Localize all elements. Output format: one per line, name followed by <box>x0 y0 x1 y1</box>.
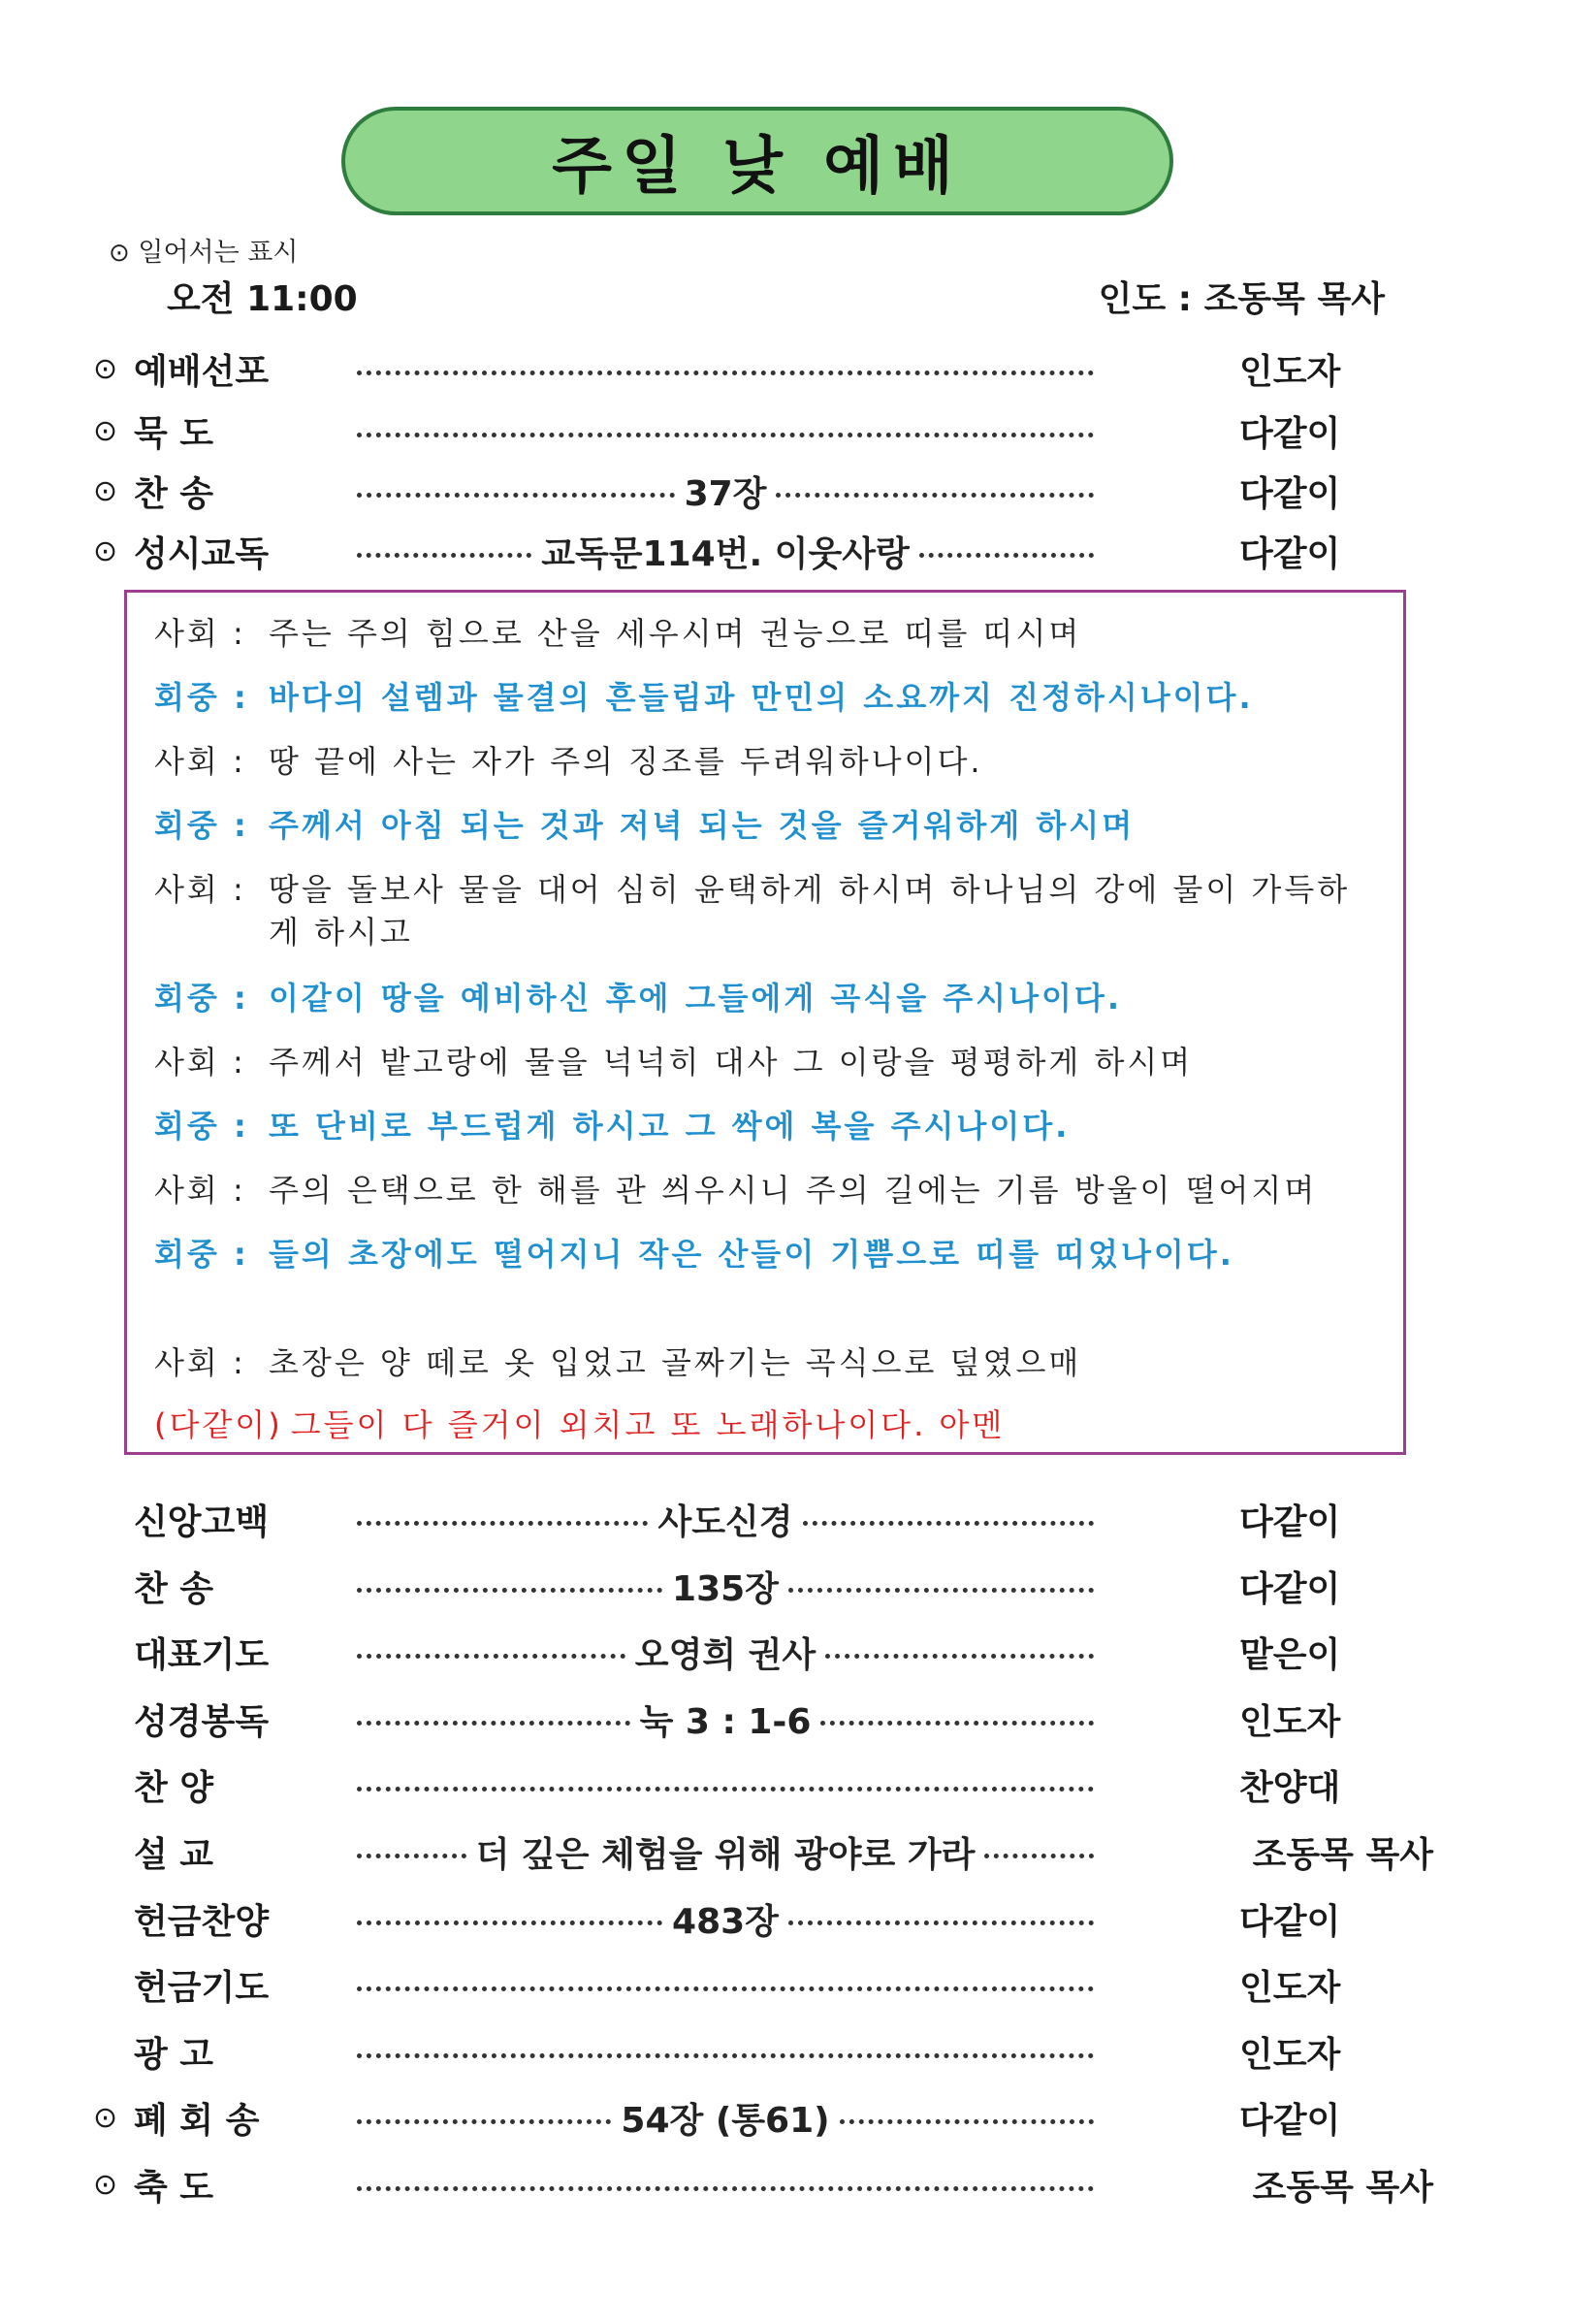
order-item-person: 다같이 <box>1239 1901 1341 1942</box>
leader-dots <box>357 1707 630 1730</box>
order-item-detail-text: 교독문114번. 이웃사랑 <box>541 533 910 574</box>
order-item-name: 성시교독 <box>134 533 270 574</box>
order-item-name: 성경봉독 <box>134 1701 270 1742</box>
leader-dots <box>788 1907 1094 1930</box>
reading-text: 주께서 밭고랑에 물을 넉넉히 대사 그 이랑을 평평하게 하시며 <box>269 1044 1194 1081</box>
reading-line <box>154 1169 1376 1211</box>
order-item-person: 인도자 <box>1239 1701 1341 1742</box>
reading-line <box>154 1233 1376 1275</box>
order-item-name: 대표기도 <box>134 1634 270 1675</box>
leader-dots <box>776 479 1094 502</box>
reading-line <box>154 1105 1376 1147</box>
order-item-detail <box>357 419 1094 442</box>
reading-speaker: 사회 : <box>154 1344 246 1381</box>
responsive-reading-box <box>124 590 1406 1455</box>
reading-line <box>154 740 1376 783</box>
order-item-person: 맡은이 <box>1239 1634 1341 1675</box>
order-item-person: 인도자 <box>1239 351 1341 392</box>
reading-speaker: 사회 : <box>154 871 246 908</box>
order-item-detail <box>357 1894 1094 1944</box>
order-item-detail-text: 54장 (통61) <box>621 2100 830 2141</box>
standing-mark-icon: ⊙ <box>109 239 130 268</box>
leader-dots <box>357 419 1094 442</box>
order-item-name: 예배선포 <box>134 351 270 392</box>
order-row <box>93 1490 1433 1548</box>
legend-text: 일어서는 표시 <box>138 238 299 268</box>
order-row <box>93 2088 1433 2146</box>
leader-dots <box>357 2040 1094 2063</box>
reading-text: 땅을 돌보사 물을 대어 심히 윤택하게 하시며 하나님의 강에 물이 가득하게 하시고 <box>269 871 1351 951</box>
order-item-detail-text: 483장 <box>672 1901 779 1942</box>
reading-text: 바다의 설렘과 물결의 흔들림과 만민의 소요까지 진정하시나이다. <box>269 679 1254 716</box>
order-row <box>93 1823 1433 1881</box>
order-item-detail-text: 더 깊은 체험을 위해 광야로 가라 <box>475 1834 976 1875</box>
order-item-name: 찬 양 <box>134 1767 214 1808</box>
reading-line <box>154 612 1376 655</box>
order-item-name: 찬 송 <box>134 473 214 514</box>
order-item-person: 다같이 <box>1239 413 1341 454</box>
leader-dots <box>357 1973 1094 1996</box>
order-row <box>93 1756 1433 1814</box>
leader-dots <box>357 2173 1094 2196</box>
order-item-person: 조동목 목사 <box>1252 2167 1433 2208</box>
reading-speaker: (다같이) <box>154 1406 283 1443</box>
reading-text: 그들이 다 즐거이 외치고 또 노래하나이다. 아멘 <box>290 1406 1006 1443</box>
order-item-name: 신앙고백 <box>134 1501 270 1542</box>
standing-legend <box>109 231 298 269</box>
order-item-detail <box>357 1495 1094 1544</box>
reading-speaker: 회중 : <box>154 1236 249 1273</box>
reading-line <box>154 977 1376 1019</box>
reading-line <box>154 1404 1376 1446</box>
reading-line <box>154 1341 1376 1384</box>
reading-text: 또 단비로 부드럽게 하시고 그 싹에 복을 주시나이다. <box>269 1108 1071 1145</box>
reading-speaker: 회중 : <box>154 679 249 716</box>
leader-dots <box>357 2106 611 2129</box>
order-row <box>93 462 1433 520</box>
order-item-detail <box>357 1827 1094 1877</box>
service-leader: 인도 : 조동목 목사 <box>1098 279 1385 319</box>
order-item-person: 인도자 <box>1239 1967 1341 2008</box>
order-item-name: 축 도 <box>134 2167 214 2208</box>
reading-line <box>154 804 1376 847</box>
order-row <box>93 1623 1433 1681</box>
order-item-name: 광 고 <box>134 2034 214 2075</box>
order-row <box>93 2022 1433 2081</box>
order-item-person: 다같이 <box>1239 1501 1341 1542</box>
leader-dots <box>984 1840 1094 1863</box>
leader-dots <box>840 2106 1094 2129</box>
order-item-detail-text: 사도신경 <box>657 1501 793 1542</box>
order-item-person: 다같이 <box>1239 533 1341 574</box>
standing-mark-icon: ⊙ <box>93 351 118 386</box>
order-item-name: 폐 회 송 <box>134 2100 260 2141</box>
order-row <box>93 2155 1433 2213</box>
reading-speaker: 회중 : <box>154 980 249 1017</box>
page-title: 주일 낮 예배 <box>552 131 963 203</box>
leader-dots <box>803 1507 1094 1531</box>
leader-dots <box>357 1507 648 1531</box>
order-item-person: 다같이 <box>1239 473 1341 514</box>
order-row <box>93 1889 1433 1948</box>
order-item-detail <box>357 2093 1094 2143</box>
reading-text: 주께서 아침 되는 것과 저녁 되는 것을 즐거워하게 하시며 <box>269 807 1136 844</box>
leader-dots <box>357 479 675 502</box>
order-item-detail <box>357 357 1094 380</box>
order-item-person: 조동목 목사 <box>1252 1834 1433 1875</box>
service-time: 오전 11:00 <box>167 279 358 319</box>
leader-dots <box>919 539 1094 563</box>
order-item-name: 헌금기도 <box>134 1967 270 2008</box>
order-item-detail <box>357 1628 1094 1677</box>
leader-dots <box>825 1640 1094 1663</box>
reading-speaker: 사회 : <box>154 615 246 652</box>
order-item-detail <box>357 2040 1094 2063</box>
reading-line <box>154 868 1376 953</box>
leader-dots <box>357 1907 662 1930</box>
reading-text: 주의 은택으로 한 해를 관 씌우시니 주의 길에는 기름 방울이 떨어지며 <box>269 1172 1318 1209</box>
reading-line <box>154 1041 1376 1083</box>
order-row <box>93 1557 1433 1615</box>
reading-text: 주는 주의 힘으로 산을 세우시며 권능으로 띠를 띠시며 <box>269 615 1082 652</box>
order-item-detail-text: 눅 3 : 1-6 <box>639 1701 812 1742</box>
order-item-person: 다같이 <box>1239 1568 1341 1609</box>
reading-speaker: 사회 : <box>154 1044 246 1081</box>
leader-dots <box>357 1574 662 1598</box>
standing-mark-icon: ⊙ <box>93 2167 118 2202</box>
order-row <box>93 522 1433 580</box>
reading-speaker: 회중 : <box>154 1108 249 1145</box>
order-item-detail-text: 37장 <box>684 473 767 514</box>
order-item-person: 찬양대 <box>1239 1767 1341 1808</box>
leader-dots <box>820 1707 1094 1730</box>
order-item-detail <box>357 1773 1094 1796</box>
order-item-detail <box>357 1973 1094 1996</box>
order-row <box>93 1690 1433 1748</box>
reading-text: 들의 초장에도 떨어지니 작은 산들이 기쁨으로 띠를 띠었나이다. <box>269 1236 1234 1273</box>
order-item-person: 인도자 <box>1239 2034 1341 2075</box>
reading-speaker: 사회 : <box>154 1172 246 1209</box>
title-banner <box>341 107 1173 215</box>
leader-dots <box>357 357 1094 380</box>
standing-mark-icon: ⊙ <box>93 413 118 448</box>
order-row <box>93 402 1433 460</box>
order-item-detail-text: 135장 <box>672 1568 779 1609</box>
leader-dots <box>357 539 531 563</box>
order-item-detail <box>357 467 1094 516</box>
order-item-detail-text: 오영희 권사 <box>634 1634 817 1675</box>
order-item-name: 설 교 <box>134 1834 214 1875</box>
reading-text: 땅 끝에 사는 자가 주의 징조를 두려워하나이다. <box>269 743 983 780</box>
order-row <box>93 1955 1433 2014</box>
order-item-name: 헌금찬양 <box>134 1901 270 1942</box>
order-item-detail <box>357 1562 1094 1611</box>
order-item-name: 묵 도 <box>134 413 214 454</box>
order-item-detail <box>357 1695 1094 1744</box>
order-item-detail <box>357 2173 1094 2196</box>
order-item-detail <box>357 527 1094 576</box>
leader-dots <box>788 1574 1094 1598</box>
order-item-name: 찬 송 <box>134 1568 214 1609</box>
standing-mark-icon: ⊙ <box>93 2100 118 2135</box>
reading-text: 초장은 양 떼로 옷 입었고 골짜기는 곡식으로 덮였으매 <box>269 1344 1082 1381</box>
reading-text: 이같이 땅을 예비하신 후에 그들에게 곡식을 주시나이다. <box>269 980 1122 1017</box>
standing-mark-icon: ⊙ <box>93 533 118 568</box>
reading-speaker: 회중 : <box>154 807 249 844</box>
order-row <box>93 339 1433 398</box>
leader-dots <box>357 1773 1094 1796</box>
reading-line <box>154 676 1376 719</box>
standing-mark-icon: ⊙ <box>93 473 118 508</box>
leader-dots <box>357 1640 625 1663</box>
leader-dots <box>357 1840 466 1863</box>
reading-speaker: 사회 : <box>154 743 246 780</box>
order-item-person: 다같이 <box>1239 2100 1341 2141</box>
